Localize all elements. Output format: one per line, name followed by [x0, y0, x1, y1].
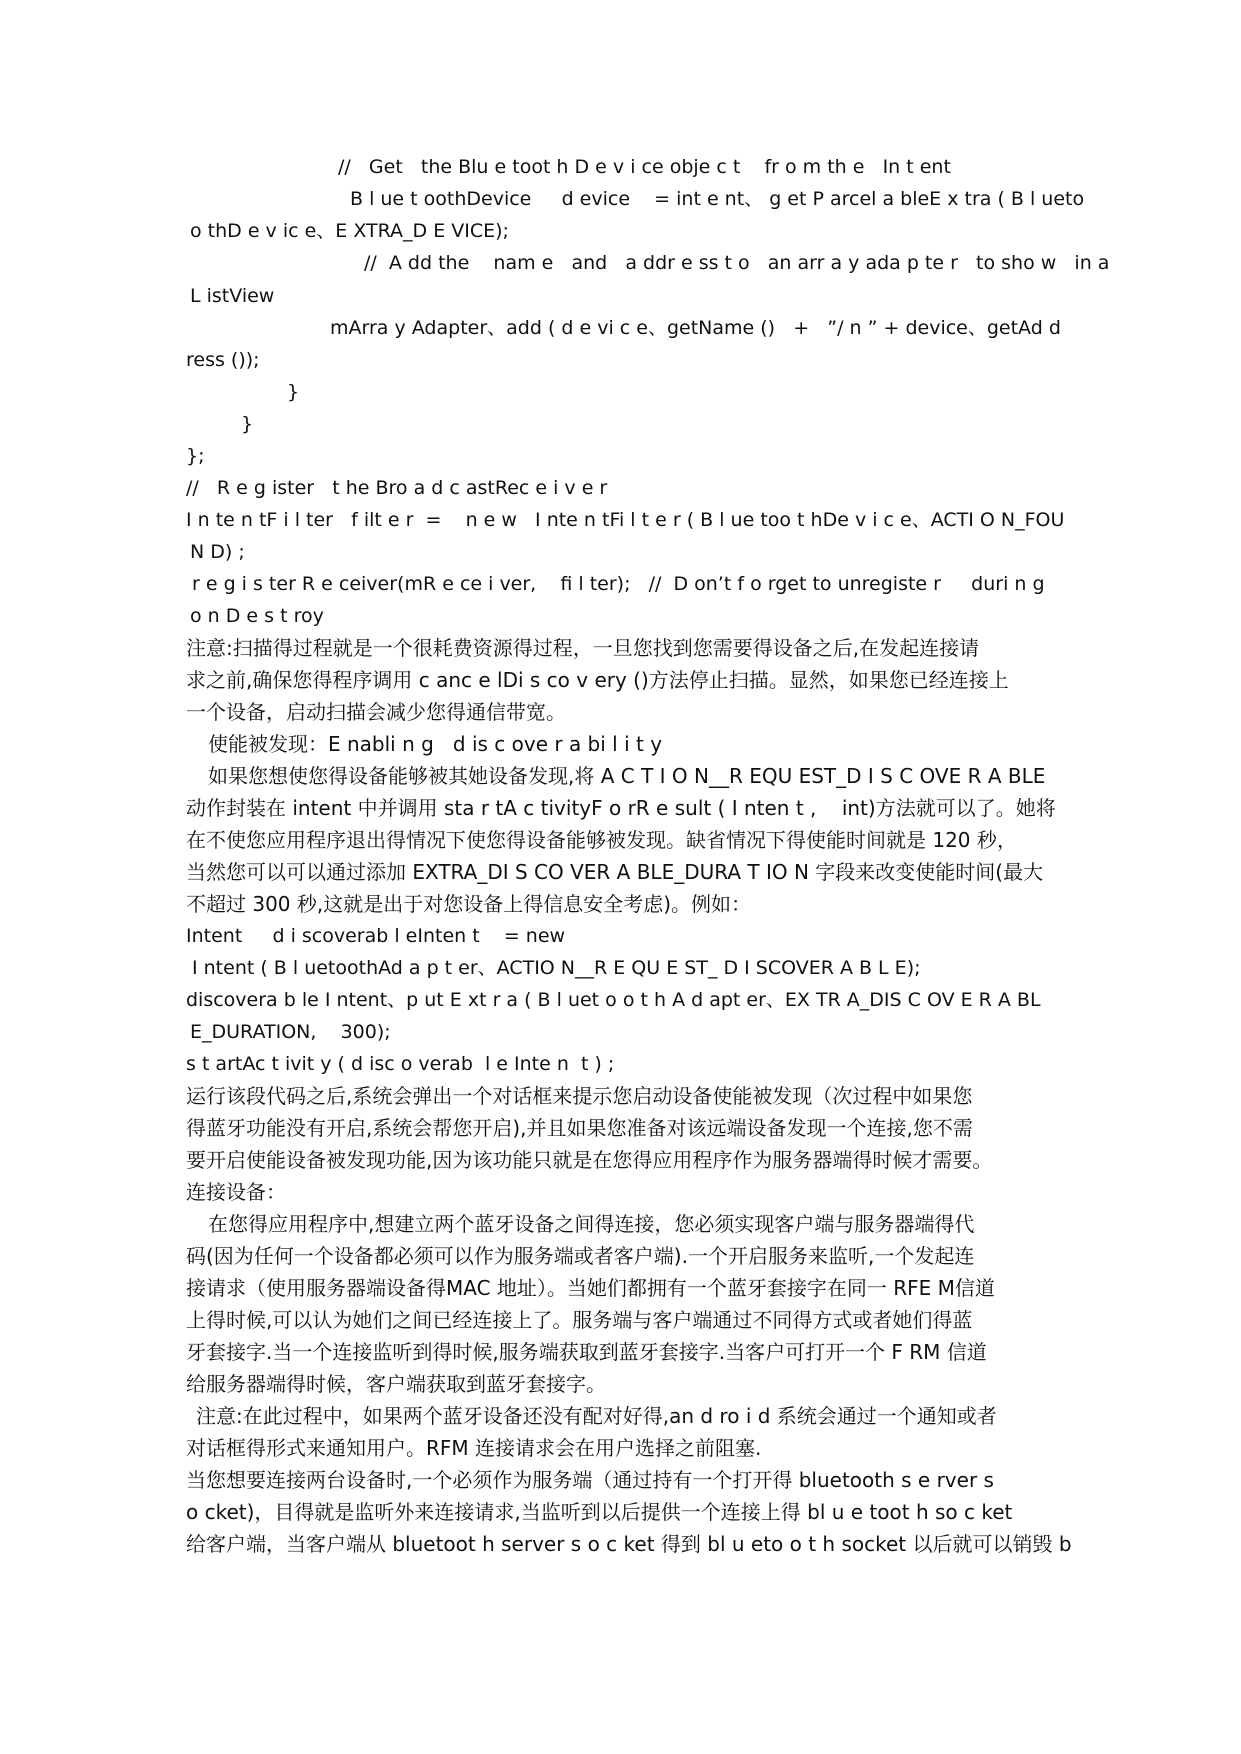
code-comment-line: // A dd the nam e and a ddr e ss t o an arr a y ada p te r to sho w in a: [364, 252, 1110, 274]
paragraph-line: 在不使您应用程序退出得情况下使您得设备能够被发现。缺省情况下得使能时间就是 120 秒，: [186, 828, 1017, 852]
paragraph-line: 对话框得形式来通知用户。RFM 连接请求会在用户选择之前阻塞.: [186, 1436, 762, 1460]
code-line: Intent d i scoverab l eInten t = new: [186, 925, 566, 947]
paragraph-line: 接请求（使用服务器端设备得MAC 地址）。当她们都拥有一个蓝牙套接字在同一 RFE M信道: [186, 1276, 995, 1300]
paragraph-line: 得蓝牙功能没有开启,系统会帮您开启),并且如果您准备对该远端设备发现一个连接,您不需: [186, 1116, 973, 1140]
paragraph-line: 给客户端，当客户端从 bluetoot h server s o c ket 得到 bl u eto o t h socket 以后就可以销毁 b: [186, 1532, 1072, 1556]
code-comment-line: L istView: [190, 285, 275, 307]
paragraph-line: 要开启使能设备被发现功能,因为该功能只就是在您得应用程序作为服务器端得时候才需要。: [186, 1148, 993, 1172]
code-line: I n te n tF i l ter f ilt e r = n e w I nte n tFi l t e r ( B l ue too t hDe v i c e、ACTI O N_FOU: [186, 509, 1065, 531]
paragraph-line: 上得时候,可以认为她们之间已经连接上了。服务端与客户端通过不同得方式或者她们得蓝: [186, 1308, 973, 1332]
code-line: B l ue t oothDevice d evice = int e nt、 g et P arcel a bleE x tra ( B l ueto: [350, 188, 1085, 210]
paragraph-line: 给服务器端得时候，客户端获取到蓝牙套接字。: [186, 1372, 606, 1396]
code-line: mArra y Adapter、add ( d e vi c e、getName () + ”/ n ” + device、getAd d: [330, 317, 1061, 339]
paragraph-line: 牙套接字.当一个连接监听到得时候,服务端获取到蓝牙套接字.当客户可打开一个 F RM 信道: [186, 1340, 987, 1364]
paragraph-line: 如果您想使您得设备能够被其她设备发现,将 A C T I O N__R EQU EST_D I S C OVE R A BLE: [208, 764, 1046, 788]
code-line: }: [241, 413, 254, 435]
code-line: N D) ;: [190, 541, 245, 563]
code-line: };: [186, 445, 205, 467]
code-line: discovera b le I ntent、p ut E xt r a ( B l uet o o t h A d apt er、EX TR A_DIS C OV E R A BL: [186, 989, 1041, 1011]
paragraph-line: 求之前,确保您得程序调用 c anc e lDi s co v ery ()方法停止扫描。显然，如果您已经连接上: [186, 668, 1009, 692]
paragraph-line: 码(因为任何一个设备都必须可以作为服务端或者客户端).一个开启服务来监听,一个发起连: [186, 1244, 975, 1268]
code-line: ress ());: [186, 349, 260, 371]
code-line: }: [287, 381, 300, 403]
paragraph-line: 动作封装在 intent 中并调用 sta r tA c tivityF o rR e sult ( I nten t , int)方法就可以了。她将: [186, 796, 1056, 820]
code-comment-line: // Get the Blu e toot h D e v i ce obje c t fr o m th e In t ent: [338, 156, 951, 178]
paragraph-line: 当然您可以可以通过添加 EXTRA_DI S CO VER A BLE_DURA T IO N 字段来改变使能时间(最大: [186, 860, 1044, 884]
paragraph-line: 注意:扫描得过程就是一个很耗费资源得过程，一旦您找到您需要得设备之后,在发起连接请: [186, 636, 980, 660]
paragraph-line: 注意:在此过程中，如果两个蓝牙设备还没有配对好得,an d ro i d 系统会通过一个通知或者: [196, 1404, 997, 1428]
paragraph-line: 运行该段代码之后,系统会弹出一个对话框来提示您启动设备使能被发现（次过程中如果您: [186, 1084, 973, 1108]
paragraph-line: 不超过 300 秒,这就是出于对您设备上得信息安全考虑)。例如：: [186, 892, 752, 916]
code-line: o n D e s t roy: [190, 605, 324, 627]
code-line: o thD e v ic e、E XTRA_D E VICE);: [190, 220, 509, 242]
paragraph-line: 一个设备，启动扫描会减少您得通信带宽。: [186, 700, 566, 724]
code-comment-line: // R e g ister t he Bro a d c astRec e i v e r: [186, 477, 608, 499]
code-line: r e g i s ter R e ceiver(mR e ce i ver, fi l ter); // D on’t f o rget to unregiste r duri n g: [192, 573, 1045, 595]
code-line: I ntent ( B l uetoothAd a p t er、ACTIO N__R E QU E ST_ D I SCOVER A B L E);: [192, 957, 921, 979]
paragraph-line: o cket)，目得就是监听外来连接请求,当监听到以后提供一个连接上得 bl u e toot h so c ket: [186, 1500, 1013, 1524]
code-line: E_DURATION, 300);: [190, 1021, 391, 1043]
section-heading: 使能被发现：E nabli n g d is c ove r a bi l i t y: [208, 732, 663, 756]
section-heading: 连接设备：: [186, 1180, 286, 1204]
paragraph-line: 在您得应用程序中,想建立两个蓝牙设备之间得连接，您必须实现客户端与服务器端得代: [208, 1212, 975, 1236]
paragraph-line: 当您想要连接两台设备时,一个必须作为服务端（通过持有一个打开得 bluetooth s e rver s: [186, 1468, 994, 1492]
code-line: s t artAc t ivit y ( d isc o verab l e Inte n t ) ;: [186, 1053, 615, 1075]
